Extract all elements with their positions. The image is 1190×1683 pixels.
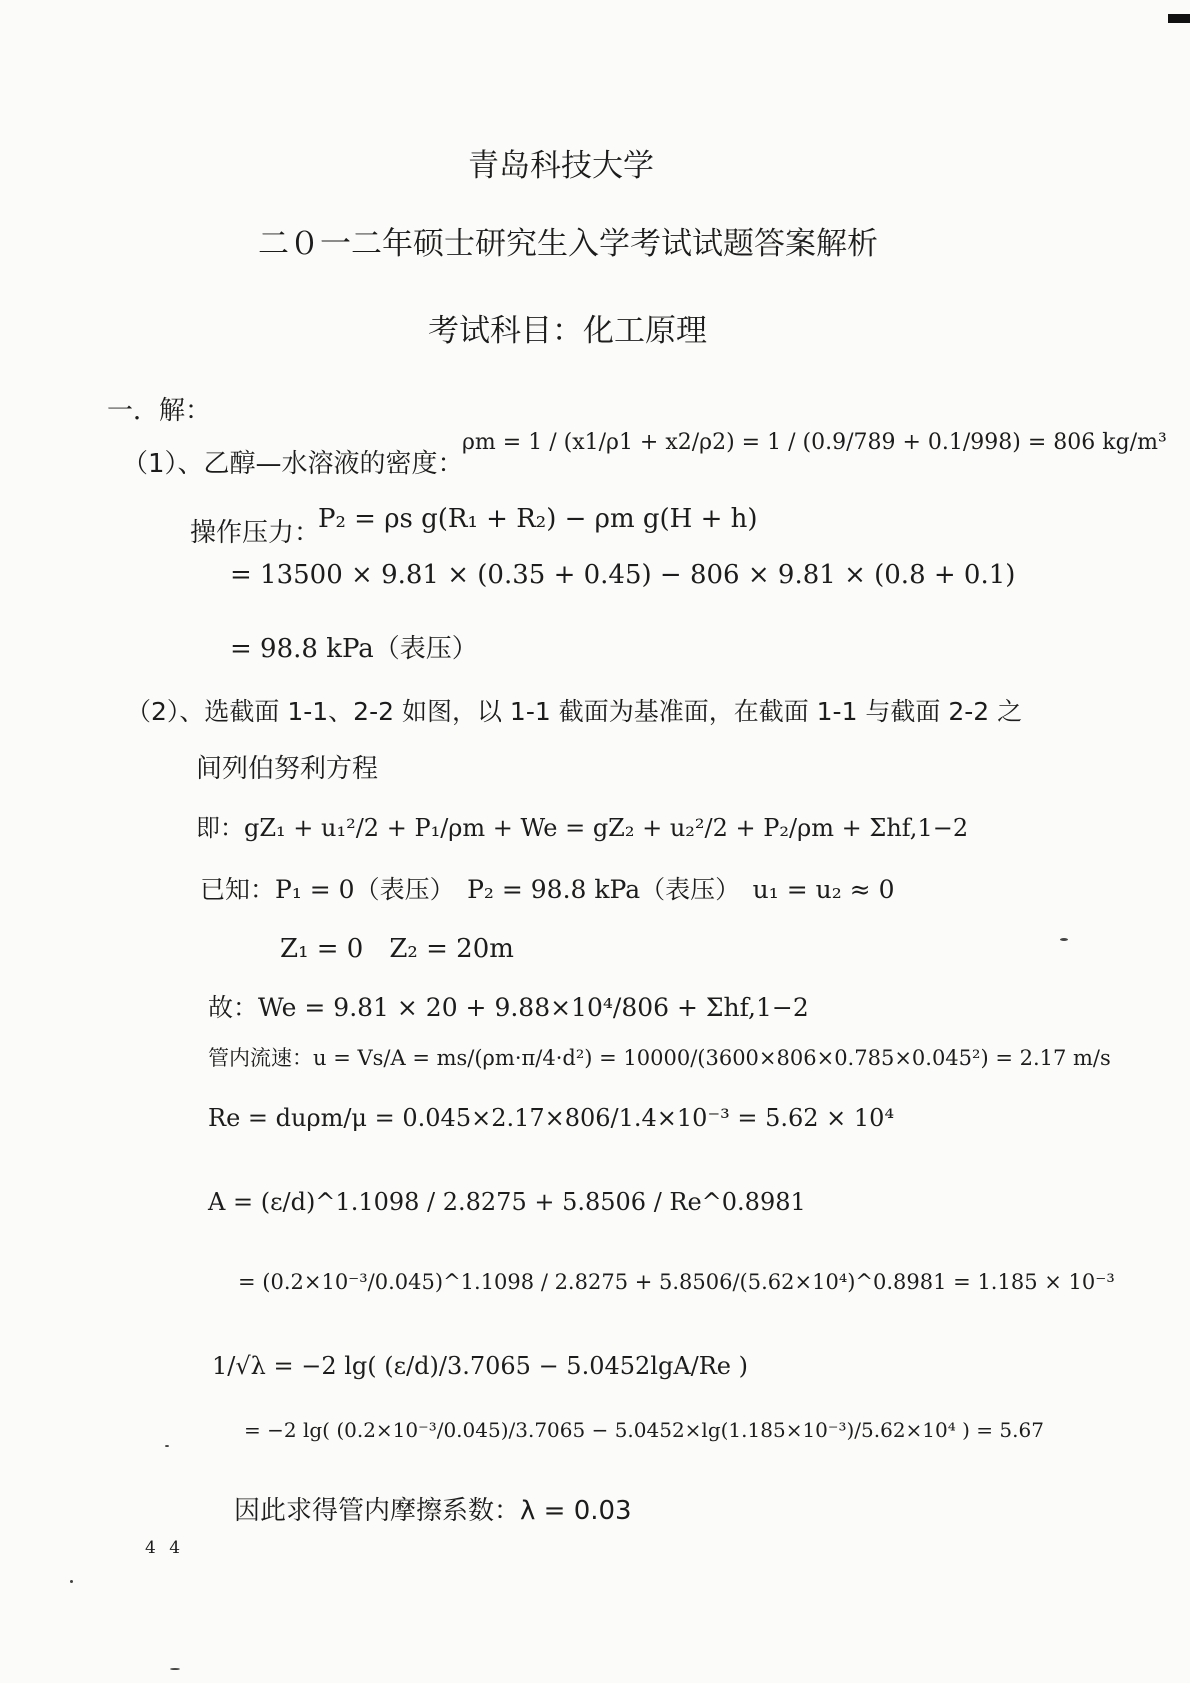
we-formula: 故：We = 9.81 × 20 + 9.88×10⁴/806 + Σhf,1−2: [208, 993, 809, 1022]
scan-speck: [1060, 938, 1068, 941]
known-conditions-line2: Z₁ = 0 Z₂ = 20m: [280, 934, 514, 964]
friction-conclusion: 因此求得管内摩擦系数：λ = 0.03: [234, 1496, 632, 1526]
friction-a-formula: A = (ε/d)^1.1098 / 2.8275 + 5.8506 / Re^0.8981: [208, 1188, 806, 1216]
university-title: 青岛科技大学: [468, 148, 654, 184]
scan-speck: [165, 1445, 169, 1447]
scan-speck: [170, 1668, 180, 1670]
scan-speck: [70, 1580, 73, 1583]
pressure-label: 操作压力：: [190, 518, 321, 548]
density-label: （1）、乙醇—水溶液的密度：: [122, 449, 464, 479]
exam-title: 二０一二年硕士研究生入学考试试题答案解析: [258, 226, 878, 262]
known-conditions-line1: 已知：P₁ = 0（表压） P₂ = 98.8 kPa（表压） u₁ = u₂ ≈ 0: [200, 875, 895, 904]
pressure-formula: P₂ = ρs g(R₁ + R₂) − ρm g(H + h): [318, 504, 758, 534]
part2-intro-line1: （2）、选截面 1-1、2-2 如图，以 1-1 截面为基准面，在截面 1-1 与截面 2-2 之: [126, 697, 1023, 726]
part2-intro-line2: 间列伯努利方程: [196, 754, 379, 784]
scan-edge-mark: [1168, 14, 1190, 23]
bernoulli-equation: 即：gZ₁ + u₁²/2 + P₁/ρm + We = gZ₂ + u₂²/2 + P₂/ρm + Σhf,1−2: [196, 814, 969, 842]
page-number: 4 4: [145, 1538, 185, 1558]
velocity-formula: 管内流速：u = Vs/A = ms/(ρm·π/4·d²) = 10000/(3600×806×0.785×0.045²) = 2.17 m/s: [208, 1046, 1111, 1070]
lambda-calc: = −2 lg( (0.2×10⁻³/0.045)/3.7065 − 5.0452×lg(1.185×10⁻³)/5.62×10⁴ ) = 5.67: [244, 1418, 1044, 1442]
pressure-calc: = 13500 × 9.81 × (0.35 + 0.45) − 806 × 9.81 × (0.8 + 0.1): [230, 560, 1016, 590]
subject-title: 考试科目：化工原理: [428, 313, 707, 349]
friction-a-calc: = (0.2×10⁻³/0.045)^1.1098 / 2.8275 + 5.8506/(5.62×10⁴)^0.8981 = 1.185 × 10⁻³: [238, 1270, 1115, 1294]
section-heading: 一．解：: [107, 396, 212, 426]
density-formula: ρm = 1 / (x1/ρ1 + x2/ρ2) = 1 / (0.9/789 + 0.1/998) = 806 kg/m³: [462, 430, 1167, 455]
reynolds-formula: Re = duρm/μ = 0.045×2.17×806/1.4×10⁻³ = 5.62 × 10⁴: [208, 1104, 895, 1132]
lambda-formula: 1/√λ = −2 lg( (ε/d)/3.7065 − 5.0452lgA/Re ): [212, 1352, 749, 1380]
pressure-result: = 98.8 kPa（表压）: [230, 634, 478, 664]
